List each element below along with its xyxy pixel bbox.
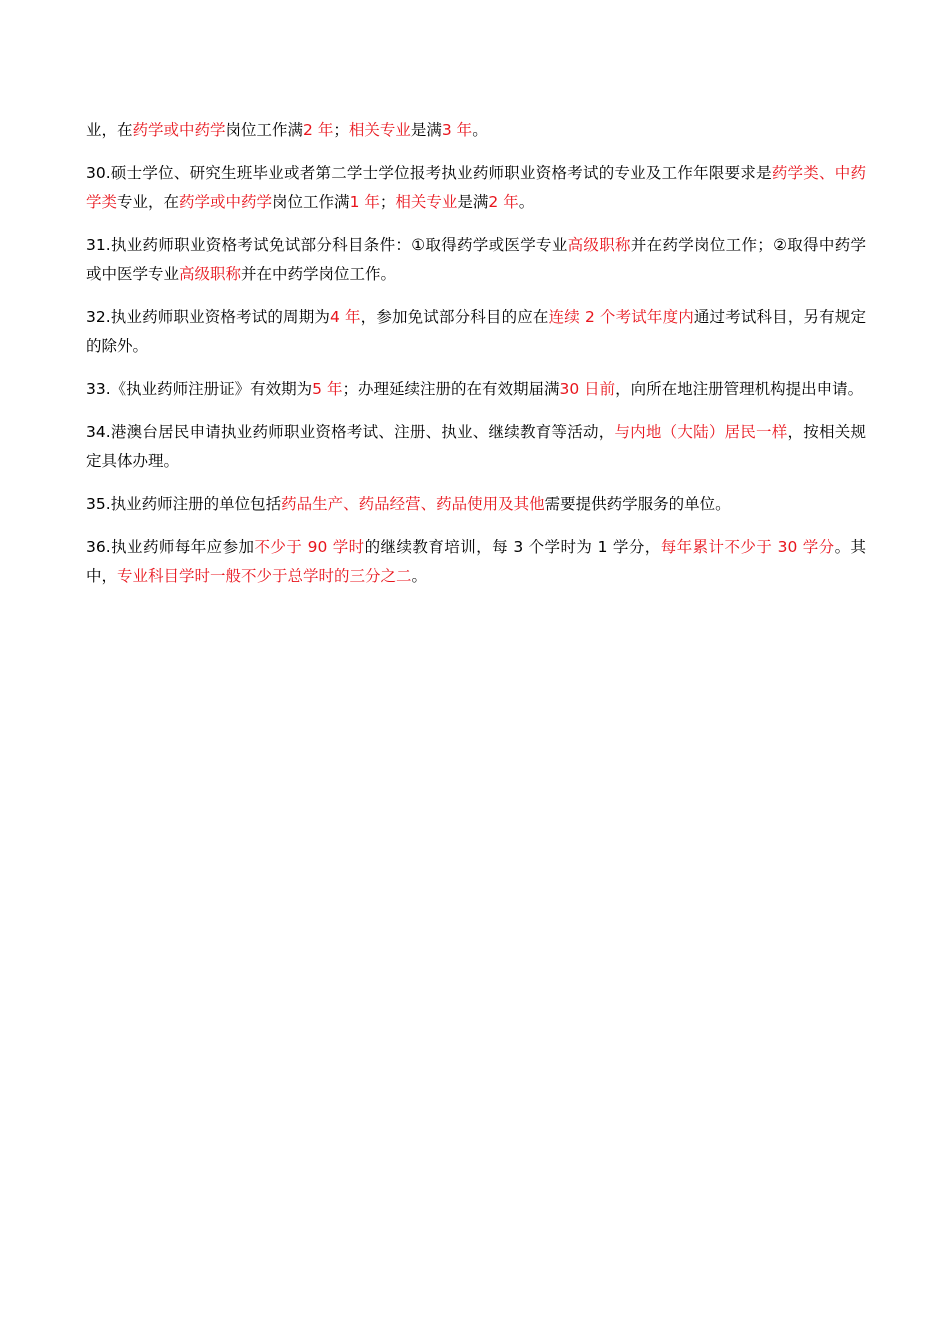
text-segment: 。其中，	[86, 538, 867, 585]
paragraph-item-33	[86, 375, 866, 404]
highlight-segment: 30 日前	[559, 380, 616, 398]
highlight-segment: 药学类、中药学类	[86, 164, 866, 211]
highlight-segment: 药学或中药学	[179, 193, 273, 211]
text-segment: ；	[333, 121, 349, 139]
text-segment: 岗位工作满	[272, 193, 350, 211]
paragraph-item-35	[86, 490, 866, 519]
document-page	[86, 116, 866, 605]
text-segment: 的继续教育培训，每 3 个学时为 1 学分，	[364, 538, 661, 556]
text-segment: 36.执业药师每年应参加	[86, 538, 255, 556]
text-segment: 35.执业药师注册的单位包括	[86, 495, 282, 513]
highlight-segment: 相关专业	[348, 121, 411, 139]
text-segment: 34.港澳台居民申请执业药师职业资格考试、注册、执业、继续教育等活动，	[86, 423, 615, 441]
text-segment: 业，在	[86, 121, 133, 139]
text-segment: 是满	[410, 121, 442, 139]
text-segment: 32.执业药师职业资格考试的周期为	[86, 308, 331, 326]
text-segment: 需要提供药学服务的单位。	[544, 495, 731, 513]
text-segment: ，向所在地注册管理机构提出申请。	[615, 380, 864, 398]
text-segment: ，按相关规定具体办理。	[86, 423, 866, 470]
highlight-segment: 高级职称	[567, 236, 631, 254]
highlight-segment: 2 年	[303, 121, 334, 139]
paragraph-item-31	[86, 231, 866, 289]
highlight-segment: 与内地（大陆）居民一样	[614, 423, 788, 441]
highlight-segment: 不少于 90 学时	[254, 538, 365, 556]
highlight-segment: 药学或中药学	[132, 121, 226, 139]
text-segment: 并在药学岗位工作；②取得中药学或中医学专业	[86, 236, 866, 283]
text-segment: ，参加免试部分科目的应在	[360, 308, 549, 326]
text-segment: 岗位工作满	[225, 121, 304, 139]
paragraph-item-34	[86, 418, 866, 476]
highlight-segment: 相关专业	[395, 193, 458, 211]
highlight-segment: 4 年	[330, 308, 361, 326]
paragraph-item-30	[86, 159, 866, 217]
text-segment: 专业，在	[117, 193, 180, 211]
paragraph-item-32	[86, 303, 866, 361]
text-segment: ；	[379, 193, 396, 211]
highlight-segment: 高级职称	[179, 265, 242, 283]
highlight-segment: 每年累计不少于 30 学分	[660, 538, 835, 556]
text-segment: 是满	[457, 193, 489, 211]
text-segment: 33.《执业药师注册证》有效期为	[86, 380, 313, 398]
text-segment: 。	[518, 193, 535, 211]
text-segment: 。	[411, 567, 428, 585]
highlight-segment: 2 年	[488, 193, 519, 211]
text-segment: 通过考试科目，另有规定的除外。	[86, 308, 866, 355]
highlight-segment: 1 年	[349, 193, 380, 211]
text-segment: 30.硕士学位、研究生班毕业或者第二学士学位报考执业药师职业资格考试的专业及工作年限要求是	[86, 164, 772, 182]
highlight-segment: 3 年	[441, 121, 473, 139]
text-segment: 并在中药学岗位工作。	[241, 265, 397, 283]
highlight-segment: 5 年	[312, 380, 343, 398]
paragraph-item-36	[86, 533, 866, 591]
highlight-segment: 专业科目学时一般不少于总学时的三分之二	[117, 567, 412, 585]
text-segment: 。	[472, 121, 488, 139]
highlight-segment: 连续 2 个考试年度内	[548, 308, 694, 326]
text-segment: ；办理延续注册的在有效期届满	[342, 380, 560, 398]
text-segment: 31.执业药师职业资格考试免试部分科目条件：①取得药学或医学专业	[86, 236, 568, 254]
paragraph-continuation	[86, 116, 866, 145]
highlight-segment: 药品生产、药品经营、药品使用及其他	[281, 495, 545, 513]
